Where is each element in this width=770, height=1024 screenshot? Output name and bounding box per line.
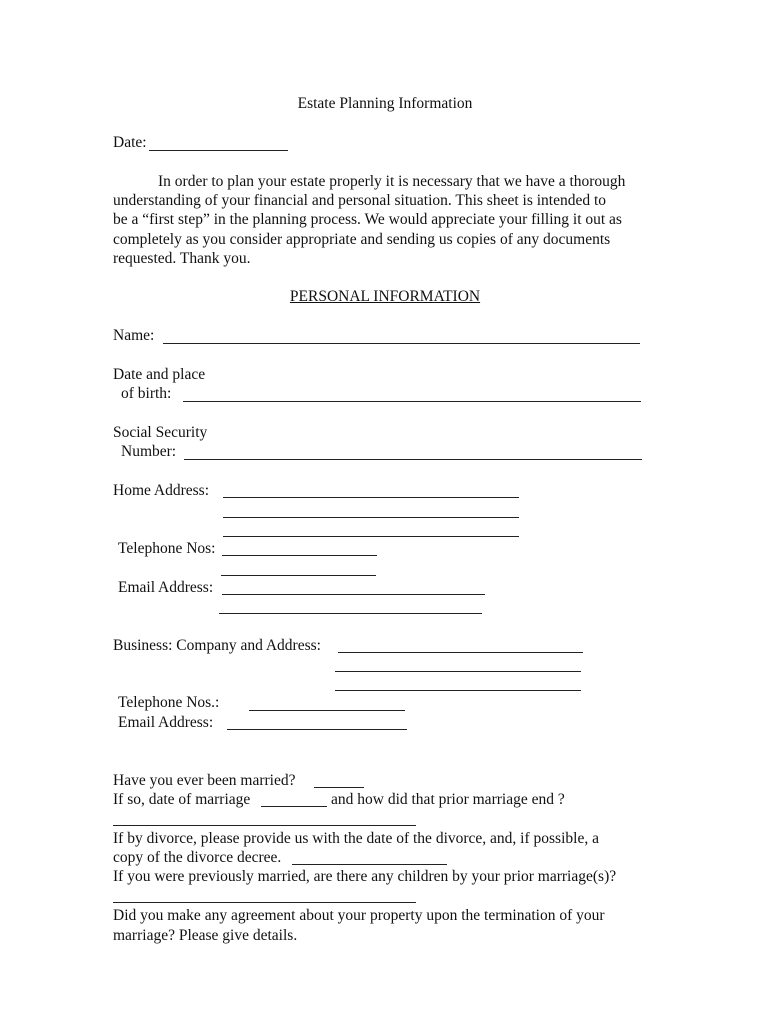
section-heading-text: PERSONAL INFORMATION: [289, 288, 481, 305]
divorce-line-1: If by divorce, please provide us with the date of the divorce, and, if possible, a: [113, 830, 599, 847]
birth-label-line-1: Date and place: [113, 366, 206, 383]
divorce-line-2: copy of the divorce decree.: [113, 849, 282, 866]
intro-line-5: requested. Thank you.: [113, 250, 251, 267]
telephone-label: Telephone Nos:: [118, 540, 216, 557]
business-email-label: Email Address:: [118, 714, 214, 731]
intro-line-1: In order to plan your estate properly it is necessary that we have a thorough: [158, 173, 626, 190]
married-question: Have you ever been married?: [113, 772, 296, 789]
marriage-date-prefix: If so, date of marriage: [113, 791, 251, 808]
children-question: If you were previously married, are there any children by your prior marriage(s)?: [113, 868, 617, 885]
section-heading: [0, 287, 770, 306]
intro-line-2: understanding of your financial and personal situation. This sheet is intended to: [113, 192, 607, 209]
business-email-field[interactable]: [227, 729, 407, 730]
home-address-field-1[interactable]: [223, 497, 519, 498]
name-field[interactable]: [163, 343, 640, 344]
business-telephone-label: Telephone Nos.:: [118, 694, 220, 711]
business-telephone-field[interactable]: [249, 710, 405, 711]
children-field[interactable]: [113, 902, 416, 903]
marriage-end-field[interactable]: [113, 825, 416, 826]
home-address-field-3[interactable]: [223, 536, 519, 537]
telephone-field-1[interactable]: [222, 555, 377, 556]
business-field-2[interactable]: [335, 671, 581, 672]
email-label: Email Address:: [118, 579, 214, 596]
birth-field[interactable]: [183, 401, 641, 402]
ssn-label-line-1: Social Security: [113, 424, 208, 441]
birth-label-line-2: of birth:: [121, 385, 172, 402]
business-field-1[interactable]: [338, 652, 583, 653]
agreement-line-1: Did you make any agreement about your property upon the termination of your: [113, 907, 605, 924]
name-label: Name:: [113, 327, 155, 344]
ssn-label-line-2: Number:: [121, 443, 177, 460]
date-field[interactable]: [149, 150, 288, 151]
date-label: Date:: [113, 134, 147, 151]
agreement-line-2: marriage? Please give details.: [113, 927, 298, 944]
page-title: Estate Planning Information: [297, 95, 473, 112]
divorce-decree-field[interactable]: [292, 864, 447, 865]
marriage-date-suffix: and how did that prior marriage end ?: [331, 791, 565, 808]
business-label: Business: Company and Address:: [113, 637, 321, 654]
business-field-3[interactable]: [335, 690, 581, 691]
email-field-1[interactable]: [222, 594, 485, 595]
intro-line-3: be a “first step” in the planning process. We would appreciate your filling it out as: [113, 211, 622, 228]
intro-line-4: completely as you consider appropriate and sending us copies of any documents: [113, 231, 611, 248]
married-field[interactable]: [314, 787, 364, 788]
ssn-field[interactable]: [184, 459, 642, 460]
home-address-label: Home Address:: [113, 482, 210, 499]
marriage-date-field[interactable]: [261, 806, 327, 807]
telephone-field-2[interactable]: [221, 575, 376, 576]
email-field-2[interactable]: [219, 613, 482, 614]
home-address-field-2[interactable]: [223, 517, 519, 518]
